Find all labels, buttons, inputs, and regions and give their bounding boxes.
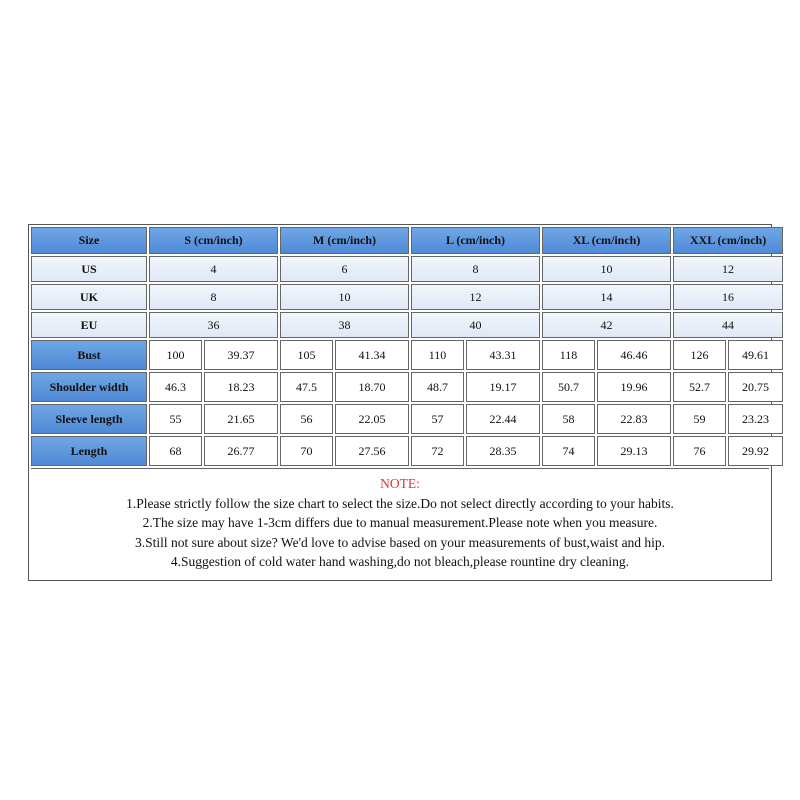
region-row	[31, 284, 783, 310]
note-line: 2.The size may have 1-3cm differs due to manual measurement.Please note when you measure.	[142, 515, 658, 530]
measurement-inch: 22.83	[597, 404, 671, 434]
region-value: 40	[411, 312, 540, 338]
note-line: 3.Still not sure about size? We'd love to advise based on your measurements of bust,waist and hip.	[134, 534, 666, 550]
measurement-cm: 59	[673, 404, 726, 434]
measurement-cm: 126	[673, 340, 726, 370]
measurement-inch: 18.23	[204, 372, 278, 402]
region-value: 36	[149, 312, 278, 338]
measurement-cm: 100	[149, 340, 202, 370]
region-value: 14	[542, 284, 671, 310]
measurement-inch: 41.34	[335, 340, 409, 370]
measurement-inch: 22.05	[335, 404, 409, 434]
measurement-inch: 49.61	[728, 340, 783, 370]
measurement-inch: 22.44	[466, 404, 540, 434]
region-rows	[31, 256, 783, 338]
measurement-inch: 29.13	[597, 436, 671, 466]
measurement-cm: 74	[542, 436, 595, 466]
measurement-cm: 56	[280, 404, 333, 434]
measurement-row	[31, 404, 783, 434]
measurement-inch: 28.35	[466, 436, 540, 466]
header-row	[31, 227, 783, 254]
region-label: UK	[31, 284, 147, 310]
measurement-inch: 20.75	[728, 372, 783, 402]
measurement-label: Length	[31, 436, 147, 466]
measurement-cm: 47.5	[280, 372, 333, 402]
note-line: 4.Suggestion of cold water hand washing,do not bleach,please rountine dry cleaning.	[170, 554, 630, 569]
region-value: 44	[673, 312, 783, 338]
size-header-xxl: XXL (cm/inch)	[673, 227, 783, 254]
measurement-inch: 19.96	[597, 372, 671, 402]
size-chart	[28, 224, 772, 581]
measurement-cm: 50.7	[542, 372, 595, 402]
region-value: 10	[280, 284, 409, 310]
measurement-cm: 46.3	[149, 372, 202, 402]
size-header-l: L (cm/inch)	[411, 227, 540, 254]
region-label: US	[31, 256, 147, 282]
measurement-cm: 72	[411, 436, 464, 466]
measurement-cm: 58	[542, 404, 595, 434]
measurement-inch: 21.65	[204, 404, 278, 434]
measurement-label: Sleeve length	[31, 404, 147, 434]
note-line: 1.Please strictly follow the size chart to select the size.Do not select directly according to your habits.	[126, 495, 674, 511]
measurement-row	[31, 436, 783, 466]
measurement-rows	[31, 340, 783, 466]
measurement-inch: 18.70	[335, 372, 409, 402]
region-row	[31, 256, 783, 282]
measurement-cm: 68	[149, 436, 202, 466]
region-value: 42	[542, 312, 671, 338]
measurement-cm: 57	[411, 404, 464, 434]
size-header-s: S (cm/inch)	[149, 227, 278, 254]
measurement-inch: 29.92	[728, 436, 783, 466]
measurement-inch: 19.17	[466, 372, 540, 402]
measurement-label: Shoulder width	[31, 372, 147, 402]
measurement-inch: 26.77	[204, 436, 278, 466]
measurement-cm: 70	[280, 436, 333, 466]
region-label: EU	[31, 312, 147, 338]
measurement-cm: 76	[673, 436, 726, 466]
size-header: Size	[31, 227, 147, 254]
measurement-label: Bust	[31, 340, 147, 370]
region-value: 10	[542, 256, 671, 282]
measurement-row	[31, 372, 783, 402]
measurement-cm: 55	[149, 404, 202, 434]
measurement-inch: 39.37	[204, 340, 278, 370]
size-header-xl: XL (cm/inch)	[542, 227, 671, 254]
measurement-cm: 118	[542, 340, 595, 370]
measurement-inch: 46.46	[597, 340, 671, 370]
region-row	[31, 312, 783, 338]
measurement-inch: 23.23	[728, 404, 783, 434]
region-value: 8	[411, 256, 540, 282]
region-value: 6	[280, 256, 409, 282]
measurement-cm: 52.7	[673, 372, 726, 402]
region-value: 16	[673, 284, 783, 310]
size-table	[29, 225, 785, 468]
measurement-cm: 110	[411, 340, 464, 370]
size-header-m: M (cm/inch)	[280, 227, 409, 254]
measurement-cm: 105	[280, 340, 333, 370]
measurement-inch: 27.56	[335, 436, 409, 466]
region-value: 12	[411, 284, 540, 310]
measurement-inch: 43.31	[466, 340, 540, 370]
region-value: 38	[280, 312, 409, 338]
measurement-cm: 48.7	[411, 372, 464, 402]
region-value: 8	[149, 284, 278, 310]
region-value: 4	[149, 256, 278, 282]
measurement-row	[31, 340, 783, 370]
notes-title: NOTE:	[380, 476, 420, 491]
notes-section	[31, 468, 769, 578]
region-value: 12	[673, 256, 783, 282]
